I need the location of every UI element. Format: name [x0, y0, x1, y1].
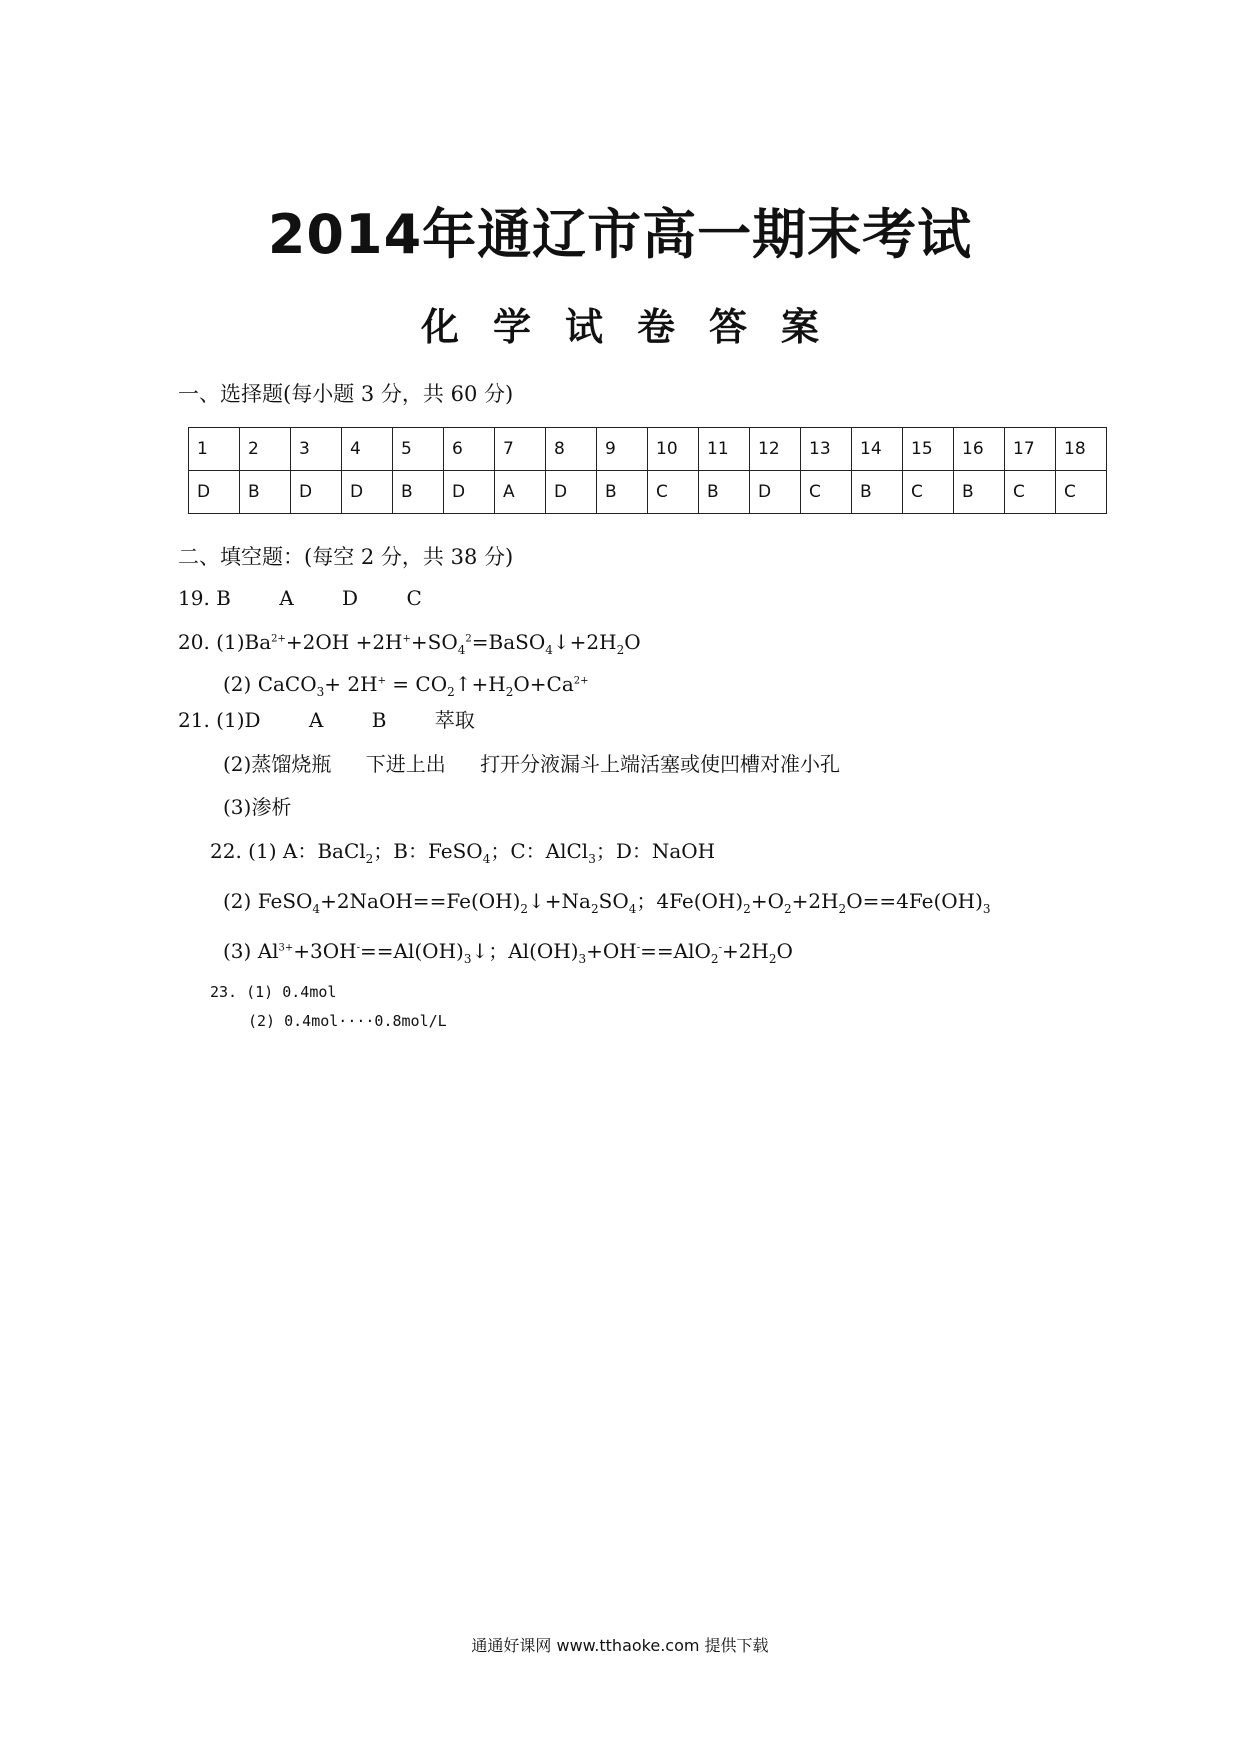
answer-cell: D — [444, 471, 495, 514]
answer-cell: C — [801, 471, 852, 514]
q22-part-label: (1) — [248, 839, 277, 863]
q21-answer: B — [371, 708, 387, 732]
q20-part-label: (2) — [223, 672, 252, 696]
question-number-cell: 7 — [495, 428, 546, 471]
question-number-cell: 11 — [699, 428, 750, 471]
answer-cell: D — [342, 471, 393, 514]
answer-cell: A — [495, 471, 546, 514]
section-heading-fill: 二、填空题：(每空 2 分，共 38 分) — [178, 545, 514, 569]
q21-part-label: (3) — [223, 795, 252, 819]
q21-answer: 蒸馏烧瓶 — [251, 752, 332, 776]
q22-part-label: (2) — [223, 889, 252, 913]
question-number-cell: 5 — [393, 428, 444, 471]
q23-answer: 0.4mol····0.8mol/L — [284, 1012, 447, 1030]
answer-cell: D — [546, 471, 597, 514]
q20-line-1 — [178, 630, 641, 657]
q22-number: 22. — [210, 839, 242, 863]
question-number-cell: 4 — [342, 428, 393, 471]
q20-equation-1: $Ba^{2+}+2OH$ $+2H^++SO_4^2=BaSO_4↓+2H_2O$ — [244, 630, 641, 657]
q21-answer: 萃取 — [434, 708, 475, 732]
q22-line-3 — [223, 935, 793, 966]
answer-cell: D — [750, 471, 801, 514]
q20-number: 20. — [178, 630, 210, 654]
answer-cell: B — [597, 471, 648, 514]
q21-answer: 打开分液漏斗上端活塞或使凹槽对准小孔 — [480, 752, 841, 776]
question-number-cell: 9 — [597, 428, 648, 471]
answer-cell: C — [1005, 471, 1056, 514]
answer-table — [188, 427, 1107, 514]
q21-line-2 — [223, 748, 840, 777]
question-number-cell: 8 — [546, 428, 597, 471]
q21-answer: D — [244, 708, 261, 732]
q19-answer: D — [342, 586, 359, 610]
answer-cell: B — [240, 471, 291, 514]
page-title: 2014年通辽市高一期末考试 — [267, 203, 973, 266]
q19-number: 19. — [178, 586, 210, 610]
answer-cell: B — [393, 471, 444, 514]
answer-cell: C — [1056, 471, 1107, 514]
page-subtitle: 化学试卷答案 — [420, 305, 853, 349]
q21-part-label: (1) — [216, 708, 245, 732]
q23-answer: 0.4mol — [282, 983, 337, 1001]
q21-answer: 渗析 — [251, 795, 292, 819]
answer-cell: B — [852, 471, 903, 514]
q19-answer: C — [406, 586, 422, 610]
answer-cell: B — [699, 471, 750, 514]
answer-cell: D — [189, 471, 240, 514]
q23-part-label: (1) — [246, 983, 274, 1001]
question-number-cell: 6 — [444, 428, 495, 471]
q23-line-1 — [210, 983, 336, 1001]
question-number-cell: 12 — [750, 428, 801, 471]
question-number-cell: 10 — [648, 428, 699, 471]
q23-number: 23. — [210, 983, 238, 1001]
q21-answer: 下进上出 — [365, 752, 446, 776]
answer-cell: C — [903, 471, 954, 514]
footer-note: 通通好课网 www.tthaoke.com 提供下载 — [471, 1636, 769, 1655]
question-number-cell: 13 — [801, 428, 852, 471]
question-number-cell: 14 — [852, 428, 903, 471]
answer-cell: C — [648, 471, 699, 514]
answer-table-answer-row — [189, 471, 1107, 514]
q19-answer: B — [216, 586, 231, 610]
q21-answer: A — [308, 708, 324, 732]
section-heading-choice: 一、选择题(每小题 3 分，共 60 分) — [178, 382, 514, 406]
q19-answer: A — [279, 586, 294, 610]
q21-line-1 — [178, 704, 475, 733]
question-number-cell: 1 — [189, 428, 240, 471]
q19-line — [178, 586, 422, 610]
q22-line-2 — [223, 885, 991, 916]
question-number-cell: 18 — [1056, 428, 1107, 471]
q22-answer-1: A：BaCl$_2$；B：FeSO$_4$；C：AlCl$_3$；D：NaOH — [282, 839, 716, 866]
q22-line-1 — [210, 835, 715, 866]
q21-number: 21. — [178, 708, 210, 732]
answer-cell: B — [954, 471, 1005, 514]
question-number-cell: 17 — [1005, 428, 1056, 471]
q23-line-2 — [248, 1012, 447, 1030]
answer-cell: D — [291, 471, 342, 514]
question-number-cell: 2 — [240, 428, 291, 471]
answer-table-number-row — [189, 428, 1107, 471]
question-number-cell: 3 — [291, 428, 342, 471]
q21-part-label: (2) — [223, 752, 252, 776]
q22-part-label: (3) — [223, 939, 252, 963]
q20-equation-2: CaCO$_3$+ $2H^+ = CO_2↑+H_2O+Ca^{2+}$ — [257, 672, 589, 699]
q21-line-3 — [223, 791, 291, 820]
q20-part-label: (1) — [216, 630, 245, 654]
question-number-cell: 16 — [954, 428, 1005, 471]
q22-equation-2: $FeSO_4+2NaOH==Fe(OH)_2↓+Na_2SO_4$；$4Fe(OH)_2+O_2+2H_2O==4Fe(OH)_3$ — [257, 889, 991, 916]
question-number-cell: 15 — [903, 428, 954, 471]
q23-part-label: (2) — [248, 1012, 276, 1030]
q22-equation-3: $Al^{3+}+3OH^-==Al(OH)_3↓$；$Al(OH)_3+OH^-==AlO_2^-+2H_2O$ — [257, 939, 793, 966]
q20-line-2 — [223, 672, 589, 699]
